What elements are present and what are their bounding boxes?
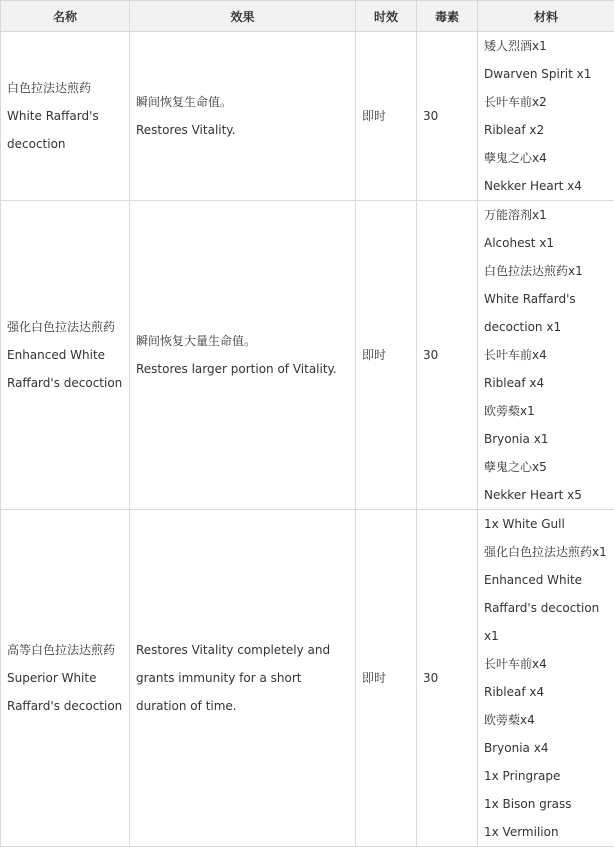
header-effect: 效果 [130, 1, 356, 32]
material-item: 长叶车前x2 [484, 88, 608, 116]
potion-toxicity: 30 [417, 510, 478, 847]
material-item: 强化白色拉法达煎药x1 [484, 538, 608, 566]
effect-en: Restores Vitality completely and grants immunity for a short duration of time. [136, 636, 349, 720]
potion-toxicity: 30 [417, 32, 478, 201]
material-item: 1x Pringrape [484, 762, 608, 790]
material-item: Dwarven Spirit x1 [484, 60, 608, 88]
material-item: 1x Bison grass [484, 790, 608, 818]
table-row [1, 510, 614, 847]
potion-materials [478, 201, 614, 510]
potion-name-cn: 强化白色拉法达煎药 [7, 313, 123, 341]
material-item: 1x Vermilion [484, 818, 608, 846]
material-item: Nekker Heart x5 [484, 481, 608, 509]
material-item: 万能溶剂x1 [484, 201, 608, 229]
material-item: Ribleaf x4 [484, 678, 608, 706]
header-name: 名称 [1, 1, 130, 32]
potion-name-en: Superior White Raffard's decoction [7, 664, 123, 720]
material-item: 孽鬼之心x5 [484, 453, 608, 481]
potion-toxicity: 30 [417, 201, 478, 510]
material-item: Bryonia x1 [484, 425, 608, 453]
header-toxicity: 毒素 [417, 1, 478, 32]
material-item: 1x White Gull [484, 510, 608, 538]
potion-effect [130, 510, 356, 847]
effect-en: Restores larger portion of Vitality. [136, 355, 349, 383]
material-item: 白色拉法达煎药x1 [484, 257, 608, 285]
table-row [1, 201, 614, 510]
potion-materials [478, 32, 614, 201]
material-item: Bryonia x4 [484, 734, 608, 762]
potion-name-en: Enhanced White Raffard's decoction [7, 341, 123, 397]
material-item: 长叶车前x4 [484, 341, 608, 369]
header-duration: 时效 [356, 1, 417, 32]
potion-name-cn: 高等白色拉法达煎药 [7, 636, 123, 664]
material-item: White Raffard's [484, 285, 608, 313]
potion-name-en: White Raffard's decoction [7, 102, 123, 158]
header-materials: 材料 [478, 1, 614, 32]
table-row [1, 32, 614, 201]
effect-cn: 瞬间恢复大量生命值。 [136, 327, 349, 355]
potion-name [1, 32, 130, 201]
effect-en: Restores Vitality. [136, 116, 349, 144]
material-item: 欧蒡蔾x4 [484, 706, 608, 734]
material-item: Alcohest x1 [484, 229, 608, 257]
potion-effect [130, 201, 356, 510]
potion-materials [478, 510, 614, 847]
material-item: Nekker Heart x4 [484, 172, 608, 200]
potion-effect [130, 32, 356, 201]
material-item: 矮人烈酒x1 [484, 32, 608, 60]
material-item: Ribleaf x4 [484, 369, 608, 397]
material-item: Enhanced White [484, 566, 608, 594]
material-item: 欧蒡蔾x1 [484, 397, 608, 425]
potion-name [1, 510, 130, 847]
header-row [1, 1, 614, 32]
effect-cn: 瞬间恢复生命值。 [136, 88, 349, 116]
potion-duration: 即时 [356, 32, 417, 201]
material-item: 长叶车前x4 [484, 650, 608, 678]
material-item: Raffard's decoction [484, 594, 608, 622]
potion-duration: 即时 [356, 201, 417, 510]
material-item: decoction x1 [484, 313, 608, 341]
potion-name [1, 201, 130, 510]
potion-name-cn: 白色拉法达煎药 [7, 74, 123, 102]
material-item: x1 [484, 622, 608, 650]
material-item: 孽鬼之心x4 [484, 144, 608, 172]
material-item: Ribleaf x2 [484, 116, 608, 144]
potion-duration: 即时 [356, 510, 417, 847]
